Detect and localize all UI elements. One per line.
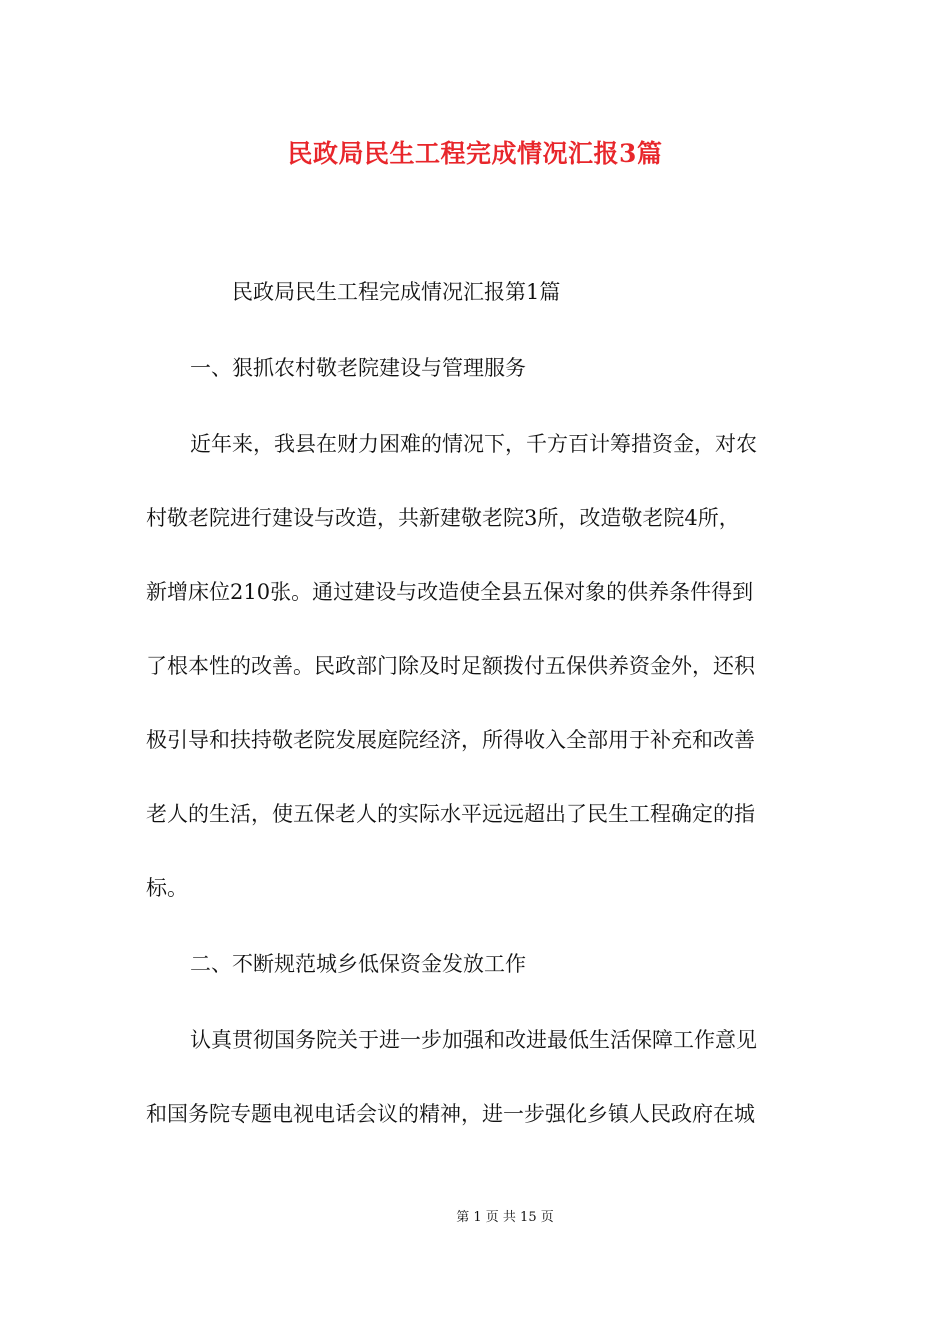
paragraph-line: 老人的生活，使五保老人的实际水平远远超出了民生工程确定的指 [146, 802, 755, 826]
paragraph-line: 和国务院专题电视电话会议的精神，进一步强化乡镇人民政府在城 [146, 1102, 755, 1126]
article-subtitle: 民政局民生工程完成情况汇报第1篇 [232, 280, 561, 304]
paragraph-line: 认真贯彻国务院关于进一步加强和改进最低生活保障工作意见 [190, 1028, 757, 1052]
section-heading-1: 一、狠抓农村敬老院建设与管理服务 [190, 356, 526, 380]
paragraph-line: 标。 [146, 876, 188, 900]
paragraph-line: 极引导和扶持敬老院发展庭院经济，所得收入全部用于补充和改善 [146, 728, 755, 752]
paragraph-line: 了根本性的改善。民政部门除及时足额拨付五保供养资金外，还积 [146, 654, 755, 678]
paragraph-line: 新增床位210张。通过建设与改造使全县五保对象的供养条件得到 [146, 580, 754, 604]
section-heading-2: 二、不断规范城乡低保资金发放工作 [190, 952, 526, 976]
paragraph-line: 近年来，我县在财力困难的情况下，千方百计筹措资金，对农 [190, 432, 757, 456]
page-footer: 第 1 页 共 15 页 [456, 1210, 554, 1225]
paragraph-line: 村敬老院进行建设与改造，共新建敬老院3所，改造敬老院4所， [146, 506, 740, 530]
document-title: 民政局民生工程完成情况汇报3篇 [287, 139, 663, 168]
